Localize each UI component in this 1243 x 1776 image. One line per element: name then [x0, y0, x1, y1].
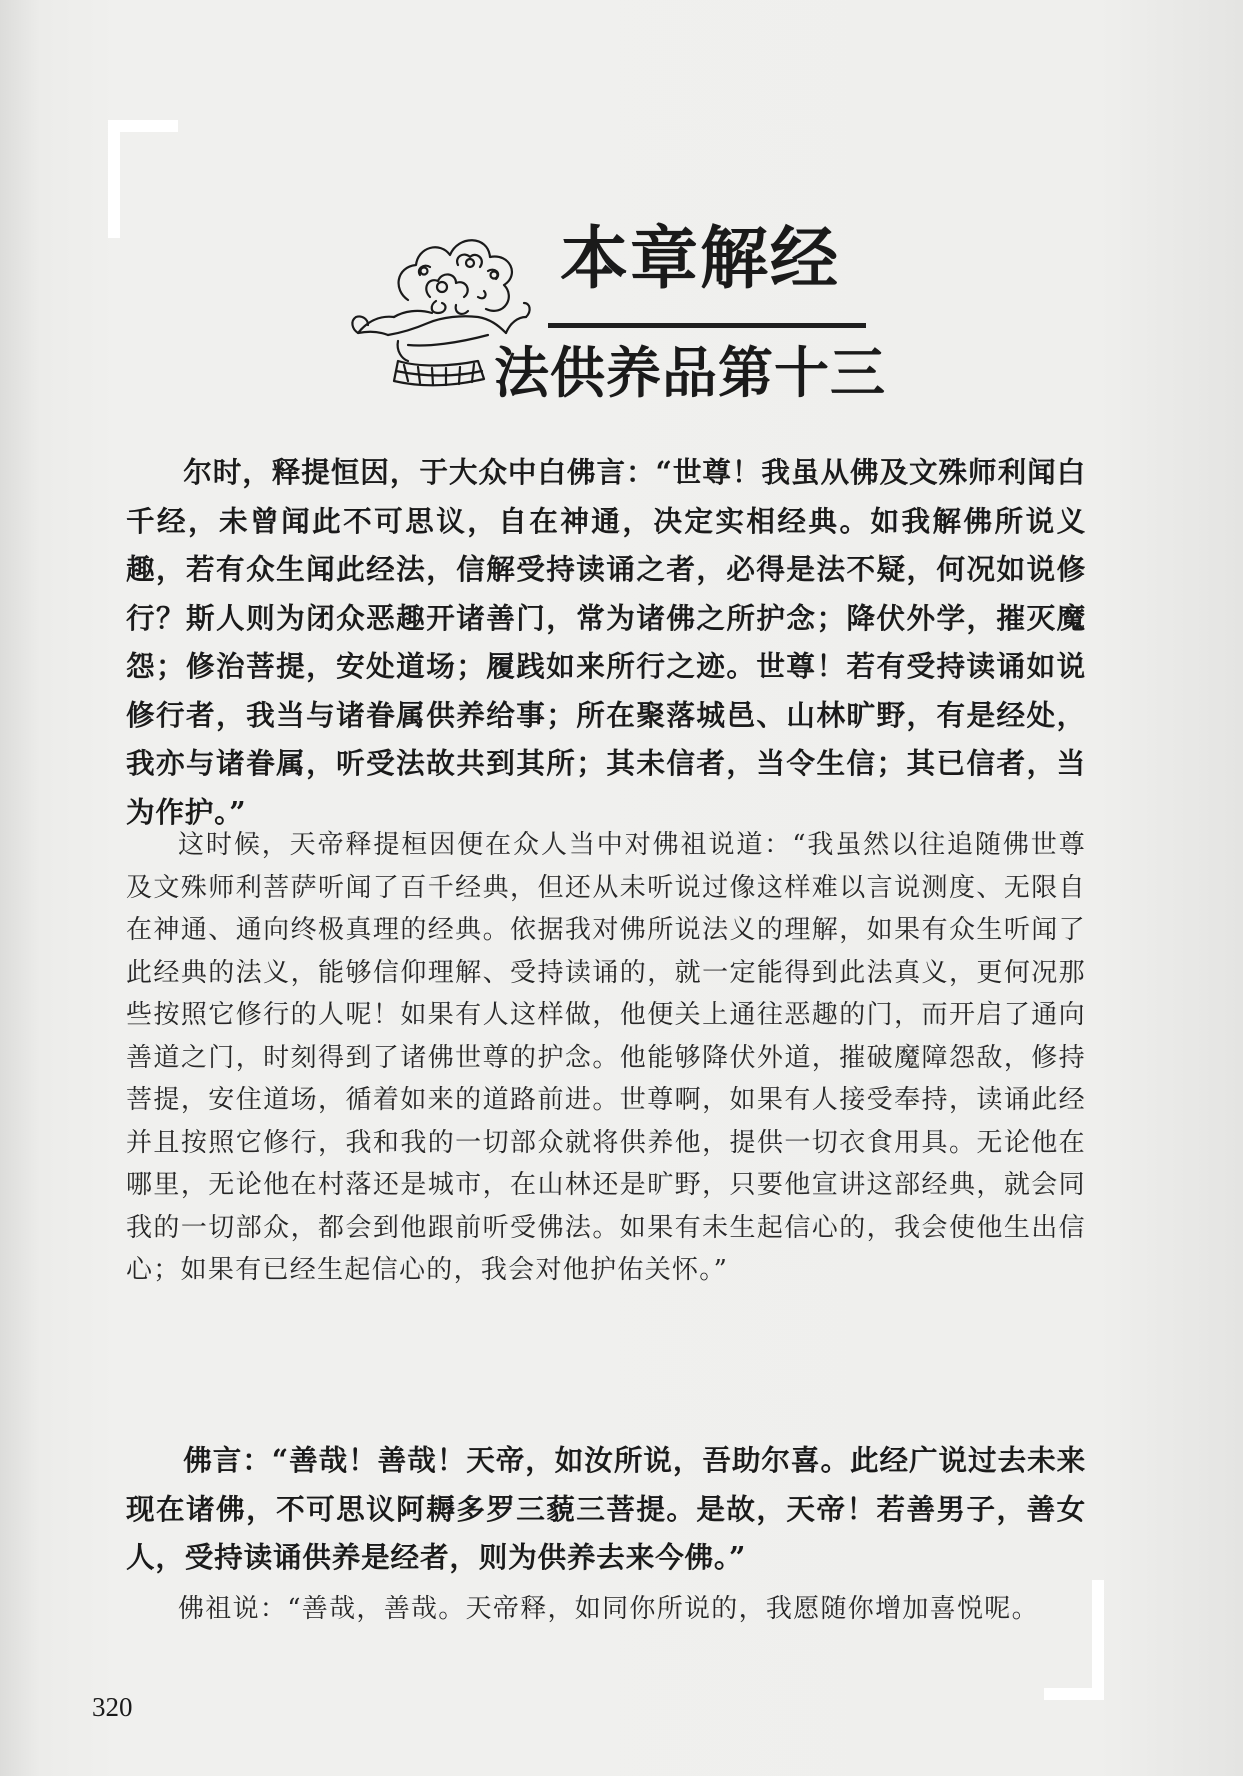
page-number: 320 — [92, 1692, 133, 1722]
translation-passage-1: 这时候，天帝释提桓因便在众人当中对佛祖说道：“我虽然以往追随佛世尊及文殊师利菩萨听闻了百千经典，但还从未听说过像这样难以言说测度、无限自在神通、通向终极真理的经典。依据我对佛所说法义的理解，如果有众生听闻了此经典的法义，能够信仰理解、受持读诵的，就一定能得到此法真义，更何况那些按照它修行的人呢！如果有人这样做，他便关上通往恶趣的门，而开启了通向善道之门，时刻得到了诸佛世尊的护念。他能够降伏外道，摧破魔障怨敌，修持菩提，安住道场，循着如来的道路前进。世尊啊，如果有人接受奉持，读诵此经并且按照它修行，我和我的一切部众就将供养他，提供一切衣食用具。无论他在哪里，无论他在村落还是城市，在山林还是旷野，只要他宣讲这部经典，就会同我的一切部众，都会到他跟前听受佛法。如果有未生起信心的，我会使他生出信心；如果有已经生起信心的，我会对他护佑关怀。” — [126, 830, 1086, 1285]
translation-passage-2: 佛祖说：“善哉，善哉。天帝释，如同你所说的，我愿随你增加喜悦呢。 — [178, 1594, 1039, 1624]
corner-bracket-top-left — [108, 120, 178, 238]
sutra-passage-1: 尔时，释提恒因，于大众中白佛言：“世尊！我虽从佛及文殊师利闻白千经，未曾闻此不可思议，自在神通，决定实相经典。如我解佛所说义趣，若有众生闻此经法，信解受持读诵之者，必得是法不疑，何况如说修行？斯人则为闭众恶趣开诸善门，常为诸佛之所护念；降伏外学，摧灭魔怨；修治菩提，安处道场；履践如来所行之迹。世尊！若有受持读诵如说修行者，我当与诸眷属供养给事；所在聚落城邑、山林旷野，有是经处，我亦与诸眷属，听受法故共到其所；其未信者，当令生信；其已信者，当为作护。” — [126, 455, 1086, 829]
chapter-subtitle: 法供养品第十三 — [494, 341, 887, 405]
chapter-title: 本章解经 — [560, 220, 841, 299]
sutra-passage-2: 佛言：“善哉！善哉！天帝，如汝所说，吾助尔喜。此经广说过去未来现在诸佛，不可思议阿耨多罗三藐三菩提。是故，天帝！若善男子，善女人，受持读诵供养是经者，则为供养去来今佛。” — [126, 1443, 1086, 1574]
title-divider — [548, 323, 866, 328]
